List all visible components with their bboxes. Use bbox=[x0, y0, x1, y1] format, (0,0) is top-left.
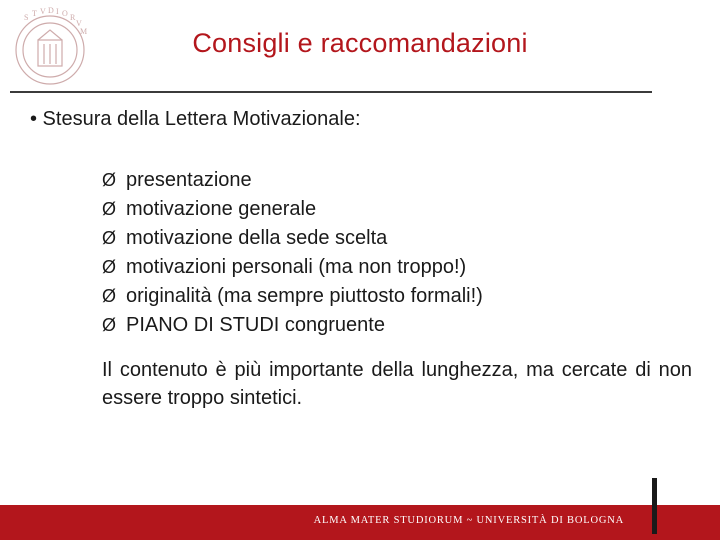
arrow-bullet-icon: Ø bbox=[102, 286, 117, 306]
title-divider bbox=[10, 91, 652, 93]
sub-bullet-list bbox=[102, 166, 483, 340]
arrow-bullet-icon: Ø bbox=[102, 228, 117, 248]
list-item-text: motivazioni personali (ma non troppo!) bbox=[126, 256, 467, 278]
list-item bbox=[102, 253, 483, 282]
list-item-text: originalità (ma sempre piuttosto formali!) bbox=[126, 285, 483, 307]
svg-text:O: O bbox=[62, 9, 68, 18]
list-item-text: PIANO DI STUDI congruente bbox=[126, 314, 385, 336]
arrow-bullet-icon: Ø bbox=[102, 170, 117, 190]
slide-title: Consigli e raccomandazioni bbox=[192, 28, 528, 58]
svg-text:V: V bbox=[40, 7, 46, 16]
list-item bbox=[102, 224, 483, 253]
arrow-bullet-icon: Ø bbox=[102, 199, 117, 219]
main-bullet: • Stesura della Lettera Motivazionale: bbox=[30, 108, 361, 130]
footer-university-name: ALMA MATER STUDIORUM ~ UNIVERSITÀ DI BOLOGNA bbox=[313, 515, 624, 526]
footer-bar bbox=[0, 505, 720, 540]
list-item-text: motivazione della sede scelta bbox=[126, 227, 388, 249]
svg-text:R: R bbox=[70, 13, 76, 22]
note-paragraph: Il contenuto è più importante della lunghezza, ma cercate di non essere troppo sintetici. bbox=[102, 359, 692, 409]
list-item-text: motivazione generale bbox=[126, 198, 317, 220]
svg-text:T: T bbox=[32, 9, 37, 18]
svg-text:M: M bbox=[80, 27, 88, 36]
list-item-text: presentazione bbox=[126, 169, 252, 191]
svg-text:V: V bbox=[76, 19, 82, 28]
svg-text:I: I bbox=[56, 7, 59, 16]
svg-text:S: S bbox=[24, 13, 29, 22]
arrow-bullet-icon: Ø bbox=[102, 315, 117, 335]
list-item bbox=[102, 282, 483, 311]
svg-text:D: D bbox=[48, 6, 54, 15]
list-item bbox=[102, 311, 483, 340]
footer-divider-mark bbox=[652, 478, 657, 534]
list-item bbox=[102, 166, 483, 195]
arrow-bullet-icon: Ø bbox=[102, 257, 117, 277]
list-item bbox=[102, 195, 483, 224]
